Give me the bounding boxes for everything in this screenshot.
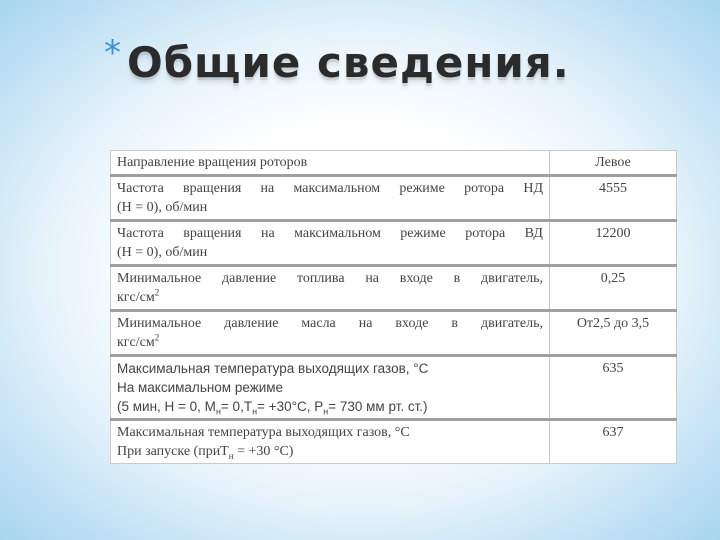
table-row xyxy=(111,151,677,176)
cond-subscript: н xyxy=(215,406,221,417)
param-text: Максимальная температура выходящих газов, °С xyxy=(117,425,410,440)
unit-superscript: 2 xyxy=(154,332,160,343)
param-text: (Н = 0), об/мин xyxy=(117,245,208,260)
param-text: Частота вращения на максимальном режиме ротора НД xyxy=(117,181,543,196)
param-start-conditions xyxy=(117,442,543,461)
unit-superscript: 2 xyxy=(154,287,160,298)
value-cell: Левое xyxy=(550,151,677,176)
cond-text: = +30 °С) xyxy=(233,444,294,459)
table-row xyxy=(111,356,677,420)
param-text: (Н = 0), об/мин xyxy=(117,200,208,215)
param-conditions xyxy=(117,397,543,416)
value-cell: 12200 xyxy=(550,221,677,266)
value-cell: 4555 xyxy=(550,176,677,221)
value-cell: 637 xyxy=(550,420,677,464)
cond-text: = 730 мм рт. ст.) xyxy=(328,399,428,414)
param-unit-line xyxy=(117,333,543,352)
unit-text: кгс/см xyxy=(117,290,155,305)
param-cell xyxy=(111,266,550,311)
value-cell: 0,25 xyxy=(550,266,677,311)
param-text: На максимальном режиме xyxy=(117,380,284,395)
param-text: Максимальная температура выходящих газов, °С xyxy=(117,361,429,376)
param-cell xyxy=(111,311,550,356)
value-cell: 635 xyxy=(550,356,677,420)
value-cell: От2,5 до 3,5 xyxy=(550,311,677,356)
cond-subscript: н xyxy=(252,406,258,417)
table-row xyxy=(111,311,677,356)
param-text: Минимальное давление масла на входе в двигатель, xyxy=(117,316,543,331)
specifications-table xyxy=(110,150,677,464)
slide-title: Общие сведения. xyxy=(127,38,570,87)
param-cell xyxy=(111,420,550,464)
cond-text: При запуске (приТ xyxy=(117,444,229,459)
cond-text: = 0,Т xyxy=(220,399,253,414)
param-unit-line xyxy=(117,288,543,307)
cond-text: = +30°С, Р xyxy=(257,399,324,414)
slide-title-block xyxy=(104,34,570,104)
table-row xyxy=(111,176,677,221)
table-row xyxy=(111,221,677,266)
unit-text: кгс/см xyxy=(117,335,155,350)
cond-text: (5 мин, Н = 0, М xyxy=(117,399,216,414)
param-text: Частота вращения на максимальном режиме ротора ВД xyxy=(117,226,543,241)
param-cell xyxy=(111,176,550,221)
param-cell xyxy=(111,356,550,420)
bullet-star-icon: * xyxy=(104,33,121,73)
param-text: Минимальное давление топлива на входе в двигатель, xyxy=(117,271,543,286)
cond-subscript: н xyxy=(228,450,234,461)
cond-subscript: н xyxy=(323,406,329,417)
table-row xyxy=(111,420,677,464)
param-text: Направление вращения роторов xyxy=(117,155,308,170)
param-cell xyxy=(111,151,550,176)
table-row xyxy=(111,266,677,311)
param-cell xyxy=(111,221,550,266)
